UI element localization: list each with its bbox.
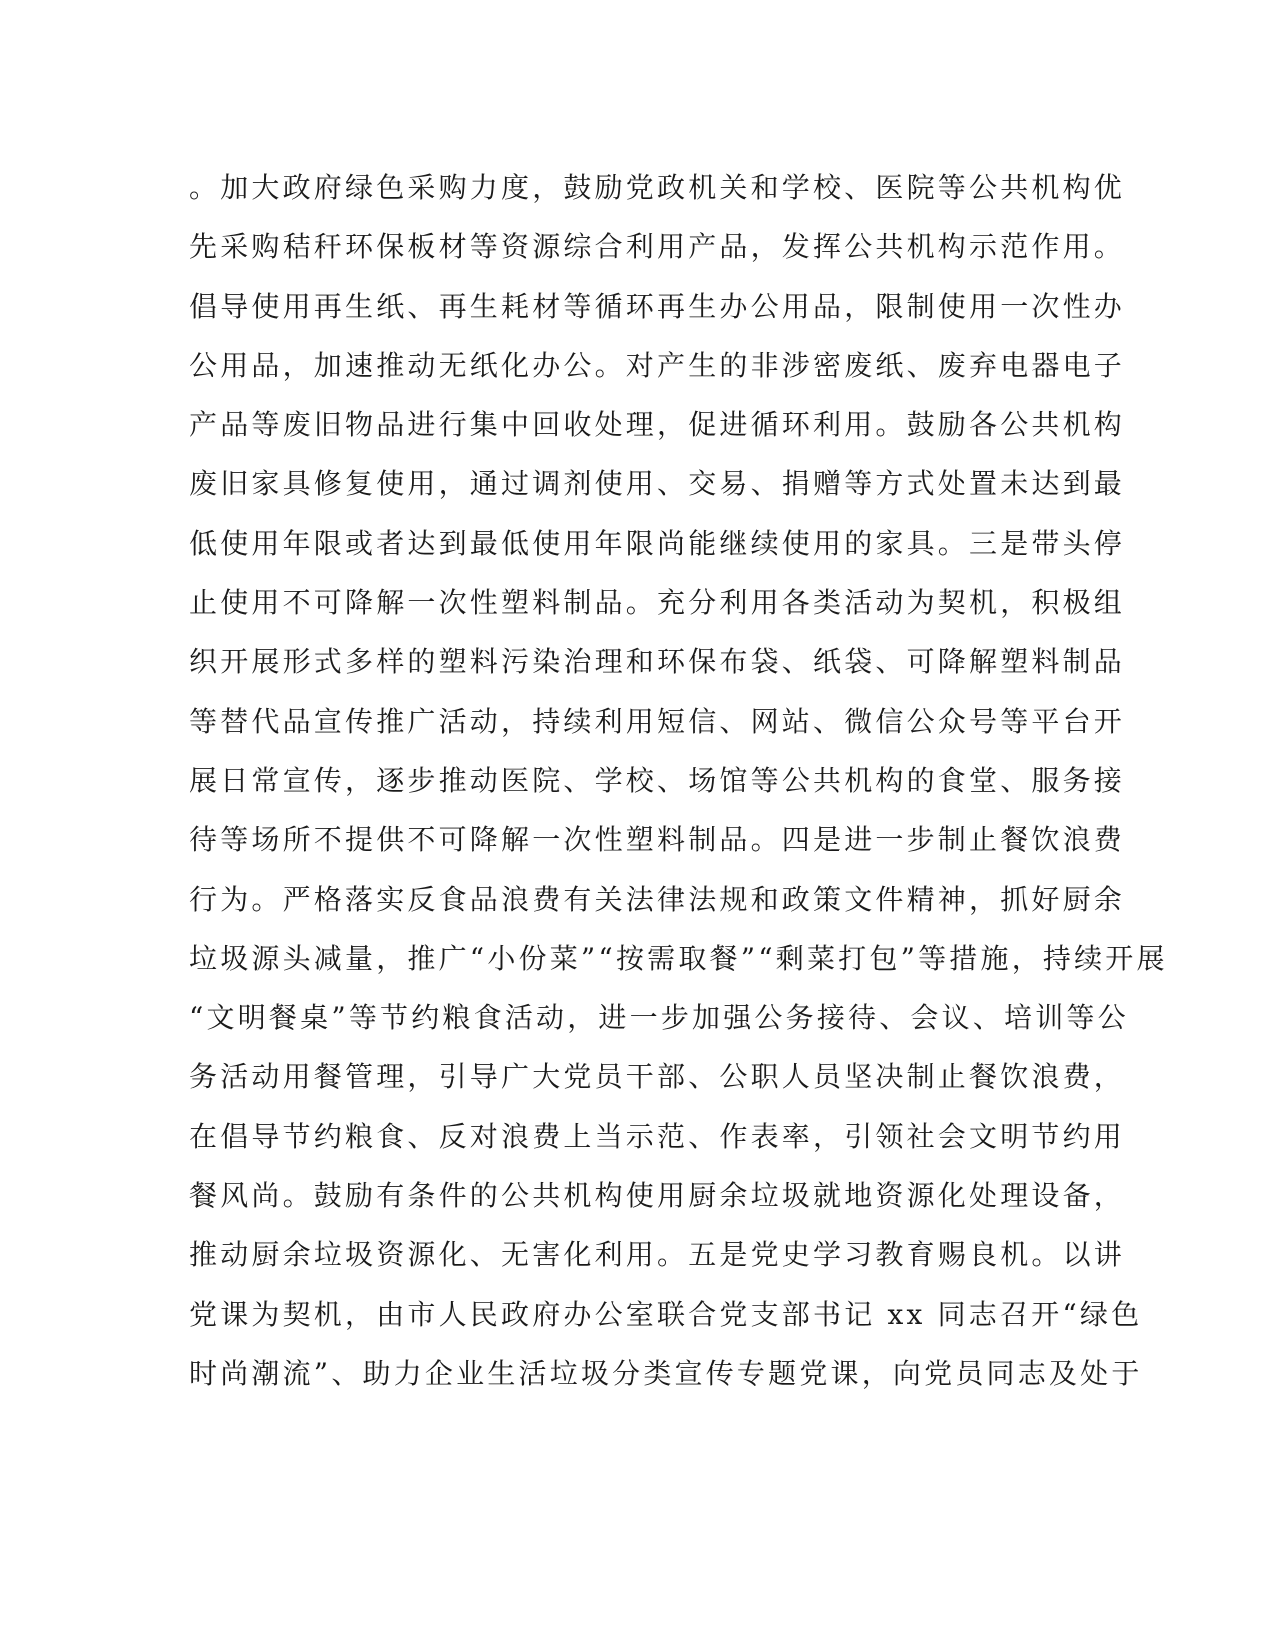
text-line: 时尚潮流”、助力企业生活垃圾分类宣传专题党课，向党员同志及处于 [189,1356,1143,1390]
text-line: 务活动用餐管理，引导广大党员干部、公职人员坚决制止餐饮浪费， [189,1060,1126,1094]
text-line: 推动厨余垃圾资源化、无害化利用。五是党史学习教育赐良机。以讲 [189,1238,1126,1272]
text-line: “文明餐桌”等节约粮食活动，进一步加强公务接待、会议、培训等公 [189,1001,1129,1035]
text-line: 公用品，加速推动无纸化办公。对产生的非涉密废纸、废弃电器电子 [189,348,1126,382]
text-line: 党课为契机，由市人民政府办公室联合党支部书记 xx 同志召开“绿色 [189,1297,1143,1331]
text-line: 止使用不可降解一次性塑料制品。充分利用各类活动为契机，积极组 [189,586,1126,620]
text-line: 行为。严格落实反食品浪费有关法律法规和政策文件精神，抓好厨余 [189,882,1126,916]
text-line: 垃圾源头减量，推广“小份菜”“按需取餐”“剩菜打包”等措施，持续开展 [189,941,1168,975]
text-line: 倡导使用再生纸、再生耗材等循环再生办公用品，限制使用一次性办 [189,289,1126,323]
text-line: 。加大政府绿色采购力度，鼓励党政机关和学校、医院等公共机构优 [189,171,1126,204]
text-line: 等替代品宣传推广活动，持续利用短信、网站、微信公众号等平台开 [189,704,1126,738]
text-line: 低使用年限或者达到最低使用年限尚能继续使用的家具。三是带头停 [189,526,1126,560]
text-line: 待等场所不提供不可降解一次性塑料制品。四是进一步制止餐饮浪费 [189,823,1126,857]
text-line: 织开展形式多样的塑料污染治理和环保布袋、纸袋、可降解塑料制品 [189,645,1126,679]
text-line: 餐风尚。鼓励有条件的公共机构使用厨余垃圾就地资源化处理设备， [189,1179,1126,1213]
text-line: 先采购秸秆环保板材等资源综合利用产品，发挥公共机构示范作用。 [189,230,1126,264]
text-line: 废旧家具修复使用，通过调剂使用、交易、捐赠等方式处置未达到最 [189,467,1126,501]
body-text [189,158,1168,1403]
text-line: 产品等废旧物品进行集中回收处理，促进循环利用。鼓励各公共机构 [189,408,1126,442]
text-line: 展日常宣传，逐步推动医院、学校、场馆等公共机构的食堂、服务接 [189,763,1126,797]
text-line: 在倡导节约粮食、反对浪费上当示范、作表率，引领社会文明节约用 [189,1119,1126,1153]
